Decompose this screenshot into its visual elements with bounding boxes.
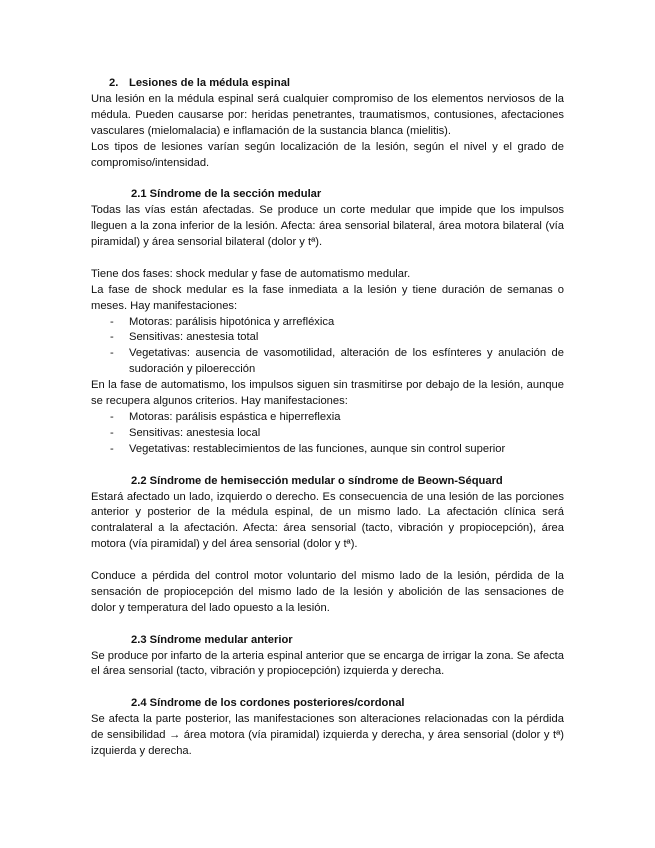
subsection-heading: 2.3 Síndrome medular anterior bbox=[131, 633, 293, 646]
spacer bbox=[91, 617, 564, 633]
bullet: - bbox=[110, 347, 114, 360]
list-item-text: Vegetativas: restablecimientos de las funciones, aunque sin control superior bbox=[129, 442, 506, 455]
bullet: - bbox=[110, 411, 114, 423]
spacer bbox=[91, 458, 564, 474]
paragraph: Se produce por infarto de la arteria espinal anterior que se encarga de irrigar la zona. Se afecta el área sensorial (tacto, vibración y propiocepción) izquierda y derecha. bbox=[91, 649, 564, 678]
paragraph: Conduce a pérdida del control motor voluntario del mismo lado de la lesión, pérdida de la sensación de propiocepción del mismo lado de la lesión y abolición de las sensaciones de dolor y temperatura del lado opuesto a la lesión. bbox=[91, 570, 564, 614]
paragraph: Estará afectado un lado, izquierdo o derecho. Es consecuencia de una lesión de las porciones anterior y posterior de la médula espinal, de un mismo lado. La afectación clínica será contralateral a la afectación. Afecta: área sensorial (tacto, vibración y propiocepción), área motora (vía piramidal) y del área sensorial (dolor y tª). bbox=[91, 490, 564, 551]
paragraph: Todas las vías están afectadas. Se produce un corte medular que impide que los impulsos lleguen a la zona inferior de la lesión. Afecta: área sensorial bilateral, área motora bilateral (vía piramidal) y área sensorial bilateral (dolor y tª). bbox=[91, 204, 564, 249]
spacer bbox=[91, 171, 564, 187]
list-item bbox=[91, 315, 564, 331]
list-item-text: Motoras: parálisis hipotónica y arrefléxica bbox=[129, 315, 335, 328]
manifestation-list bbox=[91, 410, 564, 458]
list-item-text: Motoras: parálisis espástica e hiperreflexia bbox=[129, 411, 341, 423]
bullet: - bbox=[110, 315, 114, 328]
manifestation-list bbox=[91, 315, 564, 379]
paragraph: Se afecta la parte posterior, las manifestaciones son alteraciones relacionadas con la pérdida de sensibilidad → área motora (vía piramidal) izquierda y derecha, y área sensorial (dolor y tª) izquierda y derecha. bbox=[91, 713, 564, 757]
bullet: - bbox=[110, 426, 114, 439]
subsection-heading: 2.4 Síndrome de los cordones posteriores/cordonal bbox=[131, 697, 405, 710]
paragraph: En la fase de automatismo, los impulsos siguen sin trasmitirse por debajo de la lesión, aunque se recupera algunos criterios. Hay manifestaciones: bbox=[91, 379, 564, 408]
spacer bbox=[91, 680, 564, 696]
section-number: 2. bbox=[109, 77, 119, 89]
list-item-text: Sensitivas: anestesia local bbox=[129, 426, 261, 439]
paragraph: Tiene dos fases: shock medular y fase de automatismo medular. bbox=[91, 267, 411, 280]
list-item bbox=[91, 410, 564, 426]
subsection-heading: 2.1 Síndrome de la sección medular bbox=[131, 188, 322, 201]
spacer bbox=[91, 553, 564, 569]
paragraph: Los tipos de lesiones varían según localización de la lesión, según el nivel y el grado de compromiso/intensidad. bbox=[91, 140, 564, 169]
list-item-text: Vegetativas: ausencia de vasomotilidad, alteración de los esfínteres y anulación de sudoración y piloerección bbox=[129, 347, 564, 376]
subsection-heading: 2.2 Síndrome de hemisección medular o síndrome de Beown-Séquard bbox=[131, 474, 503, 487]
document-body bbox=[91, 76, 564, 760]
list-item-text: Sensitivas: anestesia total bbox=[129, 331, 259, 344]
list-item bbox=[91, 426, 564, 442]
list-item bbox=[91, 330, 564, 346]
spacer bbox=[91, 251, 564, 267]
paragraph: La fase de shock medular es la fase inmediata a la lesión y tiene duración de semanas o meses. Hay manifestaciones: bbox=[91, 283, 564, 312]
list-item bbox=[91, 346, 564, 378]
paragraph: Una lesión en la médula espinal será cualquier compromiso de los elementos nerviosos de la médula. Pueden causarse por: heridas penetrantes, traumatismos, contusiones, afectaciones vasculares (mielomalacia) e inflamación de la sustancia blanca (mielitis). bbox=[91, 92, 564, 137]
bullet: - bbox=[110, 331, 114, 344]
bullet: - bbox=[110, 442, 114, 455]
section-title: Lesiones de la médula espinal bbox=[129, 77, 291, 89]
section-heading bbox=[91, 76, 564, 92]
list-item bbox=[91, 442, 564, 458]
